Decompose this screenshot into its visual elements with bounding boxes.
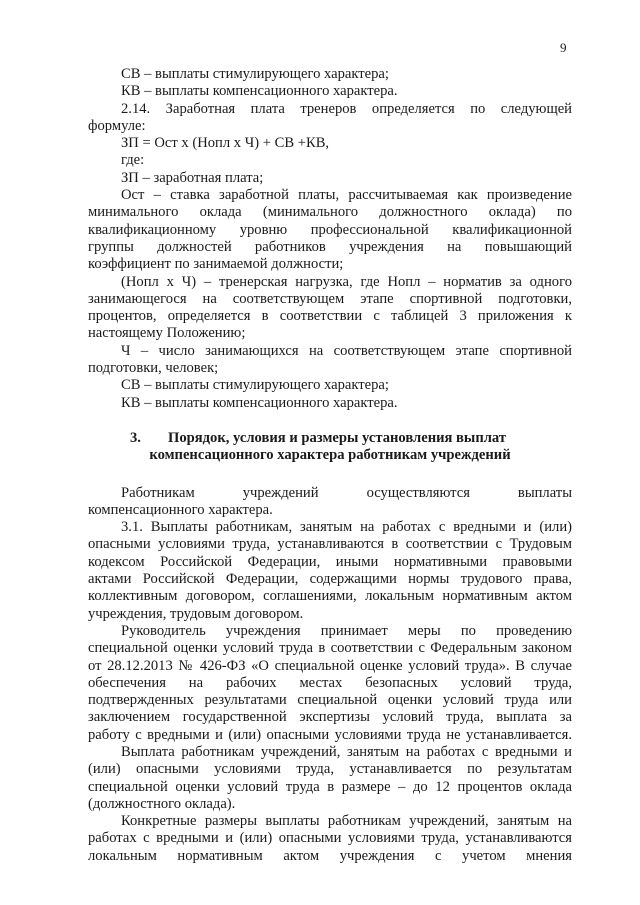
text-line: минимального оклада (минимального должностного оклада) по — [88, 204, 572, 221]
formula-line: ЗП = Ост х (Нопл х Ч) + СВ +КВ, — [121, 135, 330, 152]
text-line: Работникам учреждений осуществляются выплаты — [121, 484, 572, 501]
text-line: Выплата работникам учреждений, занятым на работах с вредными и — [121, 743, 572, 760]
text-line: работах с вредными и (или) опасными условиями труда, устанавливаются — [88, 830, 572, 847]
text-line: (должностного оклада). — [88, 795, 236, 812]
text-line: (или) опасными условиями труда, устанавливается по результатам — [88, 761, 572, 778]
text-line: подтвержденных результатами специальной оценки условий труда или — [88, 692, 572, 709]
section-heading — [88, 430, 572, 447]
text-line: работу с вредными и (или) опасными условиями труда не устанавливается. — [88, 726, 572, 743]
text-line: где: — [121, 152, 145, 169]
text-line: СВ – выплаты стимулирующего характера; — [121, 66, 389, 82]
text-line: настоящему Положению; — [88, 325, 246, 342]
text-line: специальной оценки условий труда в размере – до 12 процентов оклада — [88, 778, 572, 795]
text-line: 3.1. Выплаты работникам, занятым на работах с вредными и (или) — [121, 519, 572, 536]
text-line: занимающегося на соответствующем этапе спортивной подготовки, — [88, 290, 572, 307]
text-line: подготовки, человек; — [88, 360, 219, 377]
text-line: заключением государственной экспертизы условий труда, выплата за — [88, 709, 572, 726]
text-line: актами Российской Федерации, содержащими нормы трудового права, — [88, 571, 572, 588]
text-line: опасными условиями труда, устанавливаются в соответствии с Трудовым — [88, 536, 572, 553]
text-line: Конкретные размеры выплаты работникам учреждений, занятым на — [121, 813, 572, 830]
text-line: Ч – число занимающихся на соответствующем этапе спортивной — [121, 342, 572, 359]
document-body — [88, 66, 572, 865]
text-line: обеспечения на рабочих местах безопасных условий труда, — [88, 674, 572, 691]
text-line: коэффициент по занимаемой должности; — [88, 256, 344, 273]
text-line: КВ – выплаты компенсационного характера. — [121, 394, 398, 411]
text-line: локальным нормативным актом учреждения с учетом мнения — [88, 847, 572, 864]
text-line: от 28.12.2013 № 426-ФЗ «О специальной оценке условий труда». В случае — [88, 657, 572, 674]
text-line: квалификационному уровню профессиональной квалификационной — [88, 221, 572, 238]
text-line: процентов, определяется в соответствии с таблицей 3 приложения к — [88, 308, 572, 325]
text-line: Руководитель учреждения принимает меры по проведению — [121, 622, 572, 639]
text-line: кодексом Российской Федерации, иными нормативными правовыми — [88, 553, 572, 570]
section-number: 3. — [130, 429, 141, 446]
text-line: группы должностей работников учреждения на повышающий — [88, 238, 572, 255]
text-line: КВ – выплаты компенсационного характера. — [121, 83, 398, 100]
text-line: коллективным договором, соглашениями, локальным нормативным актом — [88, 588, 572, 605]
text-line: ЗП – заработная плата; — [121, 169, 264, 186]
text-line: СВ – выплаты стимулирующего характера; — [121, 377, 389, 394]
text-line: формуле: — [88, 117, 146, 134]
text-line: 2.14. Заработная плата тренеров определяется по следующей — [121, 100, 572, 117]
section-title-line1: Порядок, условия и размеры установления выплат — [168, 429, 507, 446]
text-line: компенсационного характера. — [88, 501, 273, 518]
text-line: (Нопл х Ч) – тренерская нагрузка, где Нопл – норматив за одного — [121, 273, 572, 290]
page-number: 9 — [560, 40, 567, 55]
text-line: специальной оценки условий труда в соответствии с Федеральным законом — [88, 640, 572, 657]
text-line: Ост – ставка заработной платы, рассчитываемая как произведение — [121, 187, 572, 204]
text-line: учреждения, трудовым договором. — [88, 605, 304, 622]
section-title-line2: компенсационного характера работникам учреждений — [149, 447, 511, 464]
